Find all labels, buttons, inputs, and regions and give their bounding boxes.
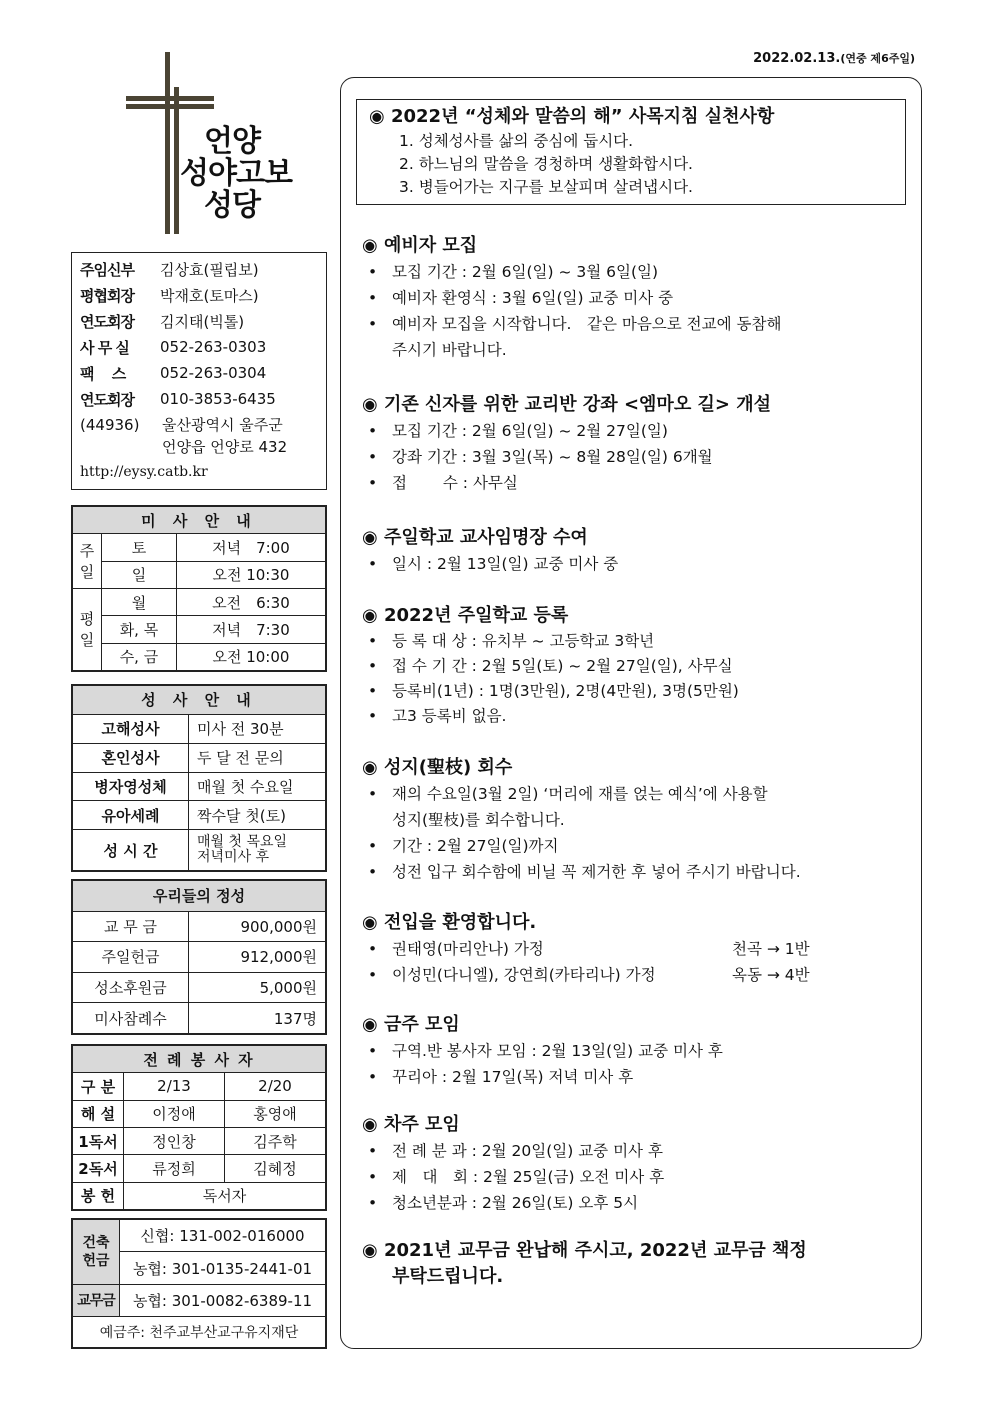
section-catechumen: ◉ 예비자 모집 • 모집 기간 : 2월 6일(일) ~ 3월 6일(일) • 예비자 환영식 : 3월 6일(일) 교중 미사 중 • 예비자 모집을 시작합니다. 같은 마음으로 전교에 동참해 주시기 바랍니다. (362, 235, 782, 359)
section-palm-collection: ◉ 성지(聖枝) 회수 • 재의 수요일(3월 2일) ‘머리에 재를 얹는 예식’에 사용할 성지(聖枝)를 회수합니다. • 기간 : 2월 27일(일)까지 • 성전 입구 회수함에 비닐 꼭 제거한 후 넣어 주시기 바랍니다. (362, 757, 801, 881)
website-link[interactable]: http://eysy.catb.kr (80, 464, 208, 480)
section-emmaus: ◉ 기존 신자를 위한 교리반 강좌 <엠마오 길> 개설 • 모집 기간 : 2월 6일(일) ~ 2월 27일(일) • 강좌 기간 : 3월 3일(목) ~ 8월 28일(일) 6개월 • 접 수 : 사무실 (362, 394, 771, 492)
section-teacher-appointment: ◉ 주일학교 교사임명장 수여 • 일시 : 2월 13일(일) 교중 미사 중 (362, 527, 619, 573)
logo-text: 성당 (204, 188, 260, 223)
cross-bar (126, 104, 214, 109)
logo-text: 성야고보 (180, 156, 292, 191)
info-row: 주임신부 김상효(필립보) (80, 260, 259, 279)
mass-schedule: 미 사 안 내 주일 토 저녁 7:00 일 오전 10:30 평일 월 오전 6:30 화, 목 저녁 7:30 수, 금 오전 10:00 (71, 505, 327, 672)
bank-accounts: 건축헌금 신협: 131-002-016000 농협: 301-0135-2441-01 교무금 농협: 301-0082-6389-11 예금주: 천주교부산교구유지재단 (71, 1218, 327, 1349)
info-row: 연도회장 김지태(빅톨) (80, 312, 245, 331)
building-fund-label: 건축헌금 (73, 1220, 120, 1285)
section-welcome: ◉ 전입을 환영합니다. • 권태영(마리안나) 가정 천곡 → 1반 • 이성민(다니엘), 강연희(카타리나) 가정 옥동 → 4반 (362, 912, 810, 984)
sacrament-info: 성 사 안 내 고해성사 미사 전 30분 혼인성사 두 달 전 문의 병자영성체 매월 첫 수요일 유아세례 짝수달 첫(토) 성 시 간 매월 첫 목요일 저녁미사 후 (71, 684, 327, 872)
info-row: 팩 스 052-263-0304 (80, 364, 267, 383)
cross-bar (165, 52, 170, 234)
section-next-week: ◉ 차주 모임 • 전 례 분 과 : 2월 20일(일) 교중 미사 후 • 제 대 회 : 2월 25일(금) 오전 미사 후 • 청소년분과 : 2월 26일(토) 오후 5시 (362, 1114, 665, 1212)
church-info (71, 252, 327, 490)
liturgy-servers: 전 례 봉 사 자 구 분 2/13 2/20 해 설 이정애 홍영애 1독서 정인창 김주학 2독서 류정희 김혜정 봉 헌 독서자 (71, 1044, 327, 1211)
section-tithe-notice: ◉ 2021년 교무금 완납해 주시고, 2022년 교무금 책정 부탁드립니다. (362, 1240, 807, 1287)
address: (44936) 울산광역시 울주군 언양읍 언양로 432 (80, 416, 288, 456)
bulletin-date: 2022.02.13.(연중 제6주일) (753, 51, 915, 66)
info-row: 연도회장 010-3853-6435 (80, 390, 276, 409)
logo-text: 언양 (204, 124, 260, 159)
church-logo (120, 52, 320, 242)
info-row: 사 무 실 052-263-0303 (80, 338, 267, 357)
section-sunday-school: ◉ 2022년 주일학교 등록 • 등 록 대 상 : 유치부 ~ 고등학교 3학년 • 접 수 기 간 : 2월 5일(토) ~ 2월 27일(일), 사무실 • 등록비(1년) : 1명(3만원), 2명(4만원), 3명(5만원) • 고3 등록비 없음. (362, 605, 739, 725)
cross-bar (126, 96, 214, 101)
cross-bar (174, 87, 179, 234)
info-row: 평협회장 박재호(토마스) (80, 286, 259, 305)
pastoral-guidelines: ◉ 2022년 “성체와 말씀의 해” 사목지침 실천사항 1. 성체성사를 삶의 중심에 둡시다. 2. 하느님의 말씀을 경청하며 생활화합시다. 3. 병들어가는 지구를 보살피며 살려냅시다. (356, 99, 906, 205)
sunday-label: 주일 (73, 534, 102, 589)
offering-table: 우리들의 정성 교 무 금 900,000원 주일헌금 912,000원 성소후원금 5,000원 미사참례수 137명 (71, 879, 327, 1035)
section-this-week: ◉ 금주 모임 • 구역.반 봉사자 모임 : 2월 13일(일) 교중 미사 후 • 꾸리아 : 2월 17일(목) 저녁 미사 후 (362, 1014, 723, 1086)
weekday-label: 평일 (73, 588, 102, 670)
